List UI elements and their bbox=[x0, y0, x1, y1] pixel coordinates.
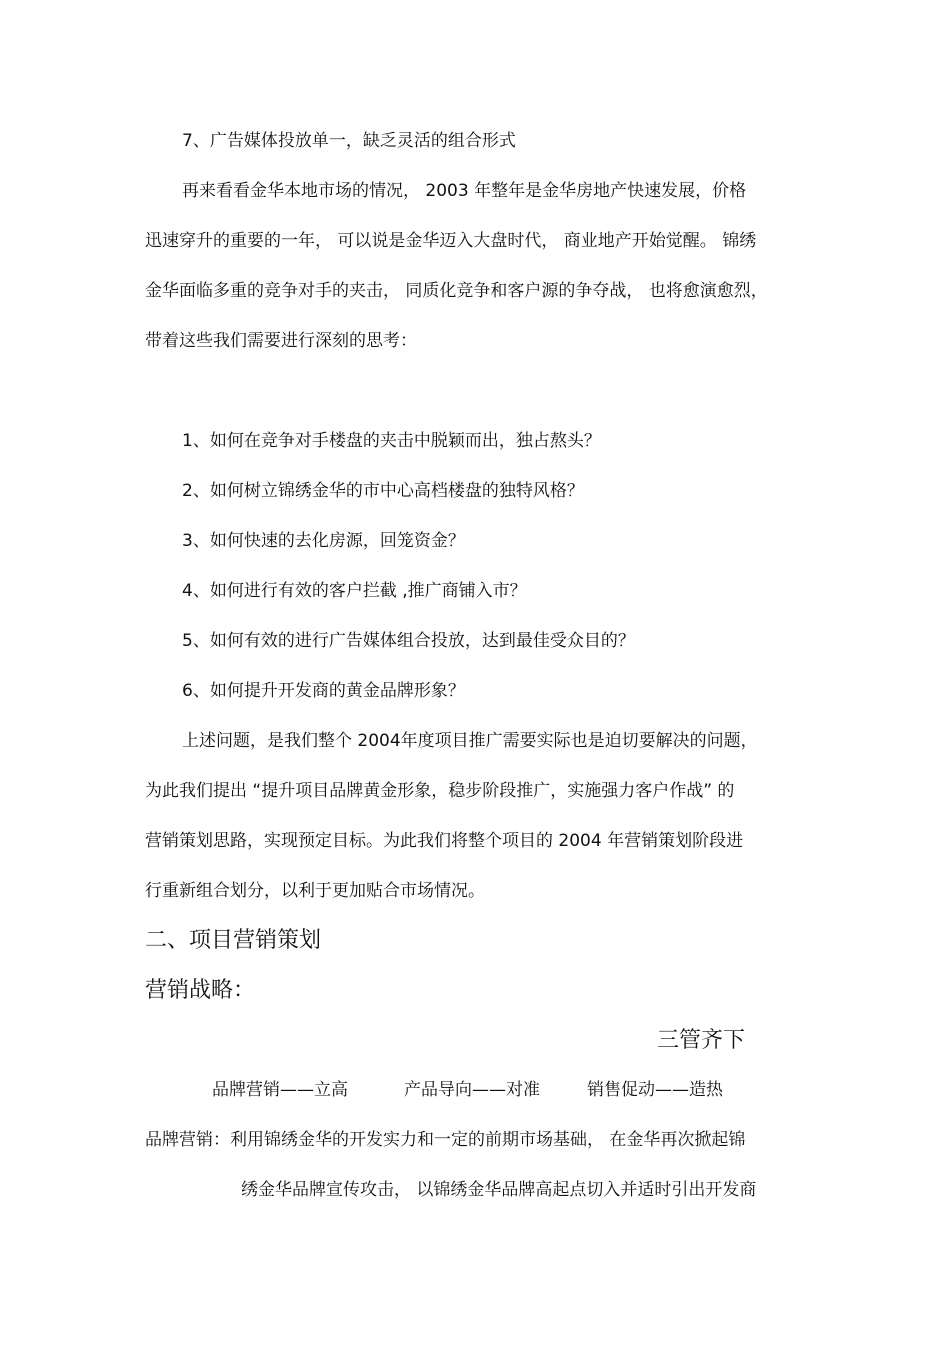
summary-line-3: 营销策划思路，实现预定目标。为此我们将整个项目的 2004 年营销策划阶段进 bbox=[145, 831, 744, 851]
question-1: 1、如何在竞争对手楼盘的夹击中脱颖而出，独占熬头？ bbox=[182, 431, 601, 451]
section-title: 二、项目营销策划 bbox=[145, 928, 322, 953]
intro-line-2: 迅速穿升的重要的一年， 可以说是金华迈入大盘时代， 商业地产开始觉醒。 锦绣 bbox=[145, 231, 757, 251]
pillar-product: 产品导向——对准 bbox=[404, 1080, 540, 1100]
intro-line-1: 再来看看金华本地市场的情况， 2003 年整年是金华房地产快速发展，价格 bbox=[182, 181, 747, 201]
question-5: 5、如何有效的进行广告媒体组合投放，达到最佳受众目的？ bbox=[182, 631, 635, 651]
intro-line-3: 金华面临多重的竞争对手的夹击， 同质化竞争和客户源的争夺战， 也将愈演愈烈， bbox=[145, 281, 768, 301]
question-6: 6、如何提升开发商的黄金品牌形象？ bbox=[182, 681, 465, 701]
item-7: 7、广告媒体投放单一，缺乏灵活的组合形式 bbox=[182, 131, 516, 151]
pillar-brand: 品牌营销——立高 bbox=[212, 1080, 348, 1100]
brand-para-line-1: 品牌营销：利用锦绣金华的开发实力和一定的前期市场基础， 在金华再次掀起锦 bbox=[145, 1130, 746, 1150]
summary-line-2: 为此我们提出 “提升项目品牌黄金形象，稳步阶段推广，实施强力客户作战” 的 bbox=[145, 781, 735, 801]
strategy-title: 营销战略： bbox=[145, 978, 256, 1003]
question-2: 2、如何树立锦绣金华的市中心高档楼盘的独特风格？ bbox=[182, 481, 584, 501]
summary-line-1: 上述问题，是我们整个 2004年度项目推广需要实际也是迫切要解决的问题， bbox=[182, 731, 758, 751]
question-3: 3、如何快速的去化房源，回笼资金？ bbox=[182, 531, 465, 551]
pillar-sales: 销售促动——造热 bbox=[587, 1080, 723, 1100]
summary-line-4: 行重新组合划分，以利于更加贴合市场情况。 bbox=[145, 881, 485, 901]
question-4: 4、如何进行有效的客户拦截 ,推广商铺入市？ bbox=[182, 581, 527, 601]
intro-line-4: 带着这些我们需要进行深刻的思考： bbox=[145, 331, 417, 351]
slogan: 三管齐下 bbox=[657, 1028, 746, 1053]
brand-para-line-2: 绣金华品牌宣传攻击， 以锦绣金华品牌高起点切入并适时引出开发商 bbox=[241, 1180, 757, 1200]
